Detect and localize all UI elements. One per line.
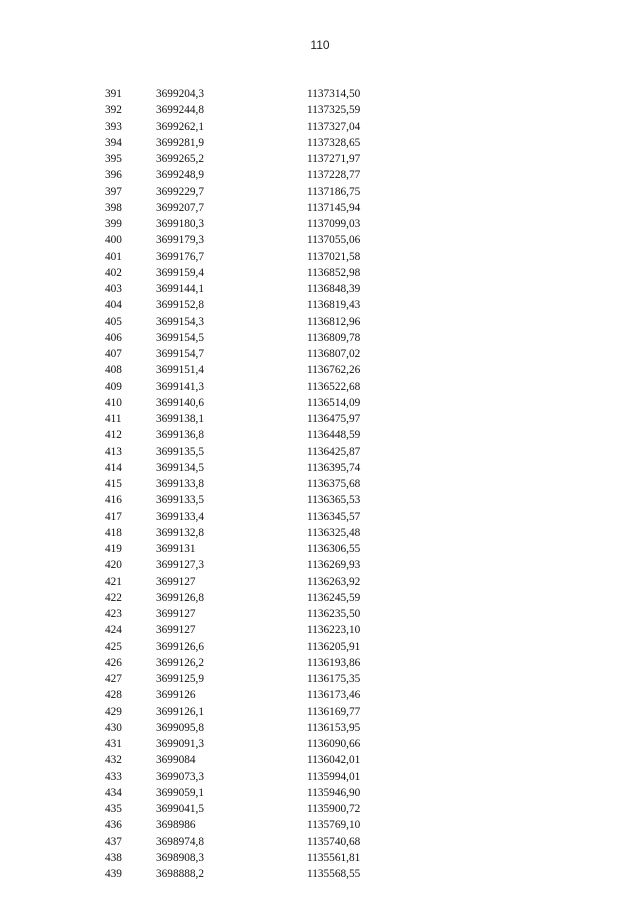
x-coordinate: 3699262,1 — [156, 120, 205, 133]
table-row — [105, 167, 407, 183]
y-coordinate: 1136819,43 — [307, 299, 361, 312]
x-coordinate: 3699248,9 — [156, 169, 205, 182]
table-row — [105, 509, 407, 525]
point-number: 429 — [105, 705, 122, 718]
y-coordinate: 1136205,91 — [307, 640, 361, 653]
point-number: 416 — [105, 494, 122, 507]
table-row — [105, 395, 407, 411]
table-row — [105, 671, 407, 687]
x-coordinate: 3699125,9 — [156, 673, 205, 685]
point-number: 392 — [105, 104, 122, 117]
y-coordinate: 1136852,98 — [307, 266, 361, 279]
table-row — [105, 314, 407, 330]
x-coordinate: 3699133,4 — [156, 510, 205, 523]
x-coordinate: 3699229,7 — [156, 185, 205, 198]
table-row — [105, 444, 407, 460]
x-coordinate: 3699131 — [156, 543, 196, 555]
point-number: 397 — [105, 185, 122, 198]
point-number: 438 — [105, 851, 122, 864]
table-row — [105, 866, 407, 882]
table-row — [105, 249, 407, 265]
table-row — [105, 525, 407, 541]
point-number: 415 — [105, 478, 122, 490]
table-row — [105, 216, 407, 232]
point-number: 406 — [105, 331, 122, 344]
page-number: 110 — [310, 38, 330, 52]
y-coordinate: 1135946,90 — [307, 786, 361, 799]
y-coordinate: 1136809,78 — [307, 331, 361, 344]
x-coordinate: 3699244,8 — [156, 104, 205, 117]
table-row — [105, 655, 407, 671]
table-row — [105, 850, 407, 866]
point-number: 401 — [105, 250, 122, 263]
y-coordinate: 1135900,72 — [307, 803, 361, 815]
table-row — [105, 232, 407, 248]
y-coordinate: 1136395,74 — [307, 461, 361, 474]
x-coordinate: 3699281,9 — [156, 136, 205, 149]
table-row — [105, 86, 407, 102]
x-coordinate: 3699134,5 — [156, 461, 205, 474]
y-coordinate: 1136175,35 — [307, 673, 361, 685]
x-coordinate: 3699095,8 — [156, 721, 205, 734]
x-coordinate: 3699126,2 — [156, 656, 205, 669]
point-number: 427 — [105, 673, 122, 685]
table-row — [105, 492, 407, 508]
coordinate-table — [105, 86, 407, 882]
x-coordinate: 3699135,5 — [156, 445, 205, 458]
point-number: 394 — [105, 136, 122, 149]
point-number: 435 — [105, 803, 122, 815]
x-coordinate: 3699136,8 — [156, 429, 205, 442]
x-coordinate: 3699127 — [156, 608, 196, 620]
y-coordinate: 1137271,97 — [307, 153, 361, 165]
x-coordinate: 3698888,2 — [156, 868, 205, 880]
point-number: 413 — [105, 445, 122, 458]
table-row — [105, 736, 407, 752]
point-number: 421 — [105, 575, 122, 588]
point-number: 436 — [105, 819, 122, 832]
y-coordinate: 1137327,04 — [307, 120, 361, 133]
point-number: 404 — [105, 299, 122, 312]
point-number: 393 — [105, 120, 122, 133]
y-coordinate: 1136345,57 — [307, 510, 361, 523]
point-number: 431 — [105, 738, 122, 750]
table-row — [105, 704, 407, 720]
y-coordinate: 1136235,50 — [307, 608, 361, 620]
x-coordinate: 3699141,3 — [156, 380, 205, 393]
table-row — [105, 606, 407, 622]
x-coordinate: 3698974,8 — [156, 835, 205, 848]
table-row — [105, 752, 407, 768]
point-number: 423 — [105, 608, 122, 620]
x-coordinate: 3699133,5 — [156, 494, 205, 507]
x-coordinate: 3699126,8 — [156, 591, 205, 604]
point-number: 419 — [105, 543, 122, 555]
x-coordinate: 3699133,8 — [156, 478, 205, 490]
point-number: 410 — [105, 396, 122, 409]
table-row — [105, 297, 407, 313]
y-coordinate: 1135994,01 — [307, 770, 361, 783]
x-coordinate: 3699084 — [156, 754, 196, 767]
point-number: 399 — [105, 218, 122, 230]
x-coordinate: 3699132,8 — [156, 526, 205, 539]
y-coordinate: 1136173,46 — [307, 689, 361, 702]
point-number: 430 — [105, 721, 122, 734]
table-row — [105, 476, 407, 492]
y-coordinate: 1136522,68 — [307, 380, 361, 393]
x-coordinate: 3699179,3 — [156, 234, 205, 247]
point-number: 405 — [105, 315, 122, 328]
point-number: 425 — [105, 640, 122, 653]
table-row — [105, 460, 407, 476]
y-coordinate: 1137314,50 — [307, 88, 361, 100]
point-number: 417 — [105, 510, 122, 523]
table-row — [105, 346, 407, 362]
table-row — [105, 574, 407, 590]
x-coordinate: 3699265,2 — [156, 153, 205, 165]
y-coordinate: 1137145,94 — [307, 201, 361, 214]
point-number: 403 — [105, 283, 122, 295]
table-row — [105, 330, 407, 346]
point-number: 395 — [105, 153, 122, 165]
point-number: 426 — [105, 656, 122, 669]
y-coordinate: 1137228,77 — [307, 169, 361, 182]
x-coordinate: 3699154,7 — [156, 348, 205, 360]
y-coordinate: 1136375,68 — [307, 478, 361, 490]
point-number: 414 — [105, 461, 122, 474]
point-number: 432 — [105, 754, 122, 767]
table-row — [105, 281, 407, 297]
point-number: 420 — [105, 559, 122, 572]
y-coordinate: 1136153,95 — [307, 721, 361, 734]
y-coordinate: 1135769,10 — [307, 819, 361, 832]
point-number: 428 — [105, 689, 122, 702]
y-coordinate: 1136306,55 — [307, 543, 361, 555]
x-coordinate: 3699207,7 — [156, 201, 205, 214]
x-coordinate: 3699127 — [156, 575, 196, 588]
x-coordinate: 3698908,3 — [156, 851, 205, 864]
y-coordinate: 1135740,68 — [307, 835, 361, 848]
x-coordinate: 3699180,3 — [156, 218, 205, 230]
point-number: 434 — [105, 786, 122, 799]
x-coordinate: 3699126,6 — [156, 640, 205, 653]
y-coordinate: 1136807,02 — [307, 348, 361, 360]
table-row — [105, 411, 407, 427]
point-number: 400 — [105, 234, 122, 247]
y-coordinate: 1136223,10 — [307, 624, 361, 637]
x-coordinate: 3699144,1 — [156, 283, 205, 295]
table-row — [105, 769, 407, 785]
y-coordinate: 1136245,59 — [307, 591, 361, 604]
y-coordinate: 1136425,87 — [307, 445, 361, 458]
x-coordinate: 3699091,3 — [156, 738, 205, 750]
y-coordinate: 1136269,93 — [307, 559, 361, 572]
y-coordinate: 1136263,92 — [307, 575, 361, 588]
table-row — [105, 135, 407, 151]
x-coordinate: 3699140,6 — [156, 396, 205, 409]
point-number: 418 — [105, 526, 122, 539]
point-number: 407 — [105, 348, 122, 360]
y-coordinate: 1136812,96 — [307, 315, 361, 328]
point-number: 409 — [105, 380, 122, 393]
table-row — [105, 834, 407, 850]
table-row — [105, 119, 407, 135]
y-coordinate: 1136325,48 — [307, 526, 361, 539]
table-row — [105, 720, 407, 736]
y-coordinate: 1136169,77 — [307, 705, 361, 718]
table-row — [105, 200, 407, 216]
y-coordinate: 1136090,66 — [307, 738, 361, 750]
table-row — [105, 639, 407, 655]
x-coordinate: 3699176,7 — [156, 250, 205, 263]
x-coordinate: 3699154,5 — [156, 331, 205, 344]
point-number: 408 — [105, 364, 122, 377]
y-coordinate: 1136475,97 — [307, 413, 361, 425]
table-row — [105, 817, 407, 833]
y-coordinate: 1136365,53 — [307, 494, 361, 507]
point-number: 437 — [105, 835, 122, 848]
x-coordinate: 3699127,3 — [156, 559, 205, 572]
y-coordinate: 1136848,39 — [307, 283, 361, 295]
table-row — [105, 427, 407, 443]
table-row — [105, 622, 407, 638]
x-coordinate: 3699151,4 — [156, 364, 205, 377]
table-row — [105, 379, 407, 395]
point-number: 439 — [105, 868, 122, 880]
x-coordinate: 3699159,4 — [156, 266, 205, 279]
table-row — [105, 785, 407, 801]
y-coordinate: 1137325,59 — [307, 104, 361, 117]
table-row — [105, 590, 407, 606]
y-coordinate: 1136193,86 — [307, 656, 361, 669]
y-coordinate: 1136448,59 — [307, 429, 361, 442]
y-coordinate: 1136514,09 — [307, 396, 361, 409]
table-row — [105, 265, 407, 281]
x-coordinate: 3699126 — [156, 689, 196, 702]
x-coordinate: 3699059,1 — [156, 786, 205, 799]
point-number: 412 — [105, 429, 122, 442]
y-coordinate: 1136042,01 — [307, 754, 361, 767]
y-coordinate: 1136762,26 — [307, 364, 361, 377]
x-coordinate: 3699041,5 — [156, 803, 205, 815]
point-number: 391 — [105, 88, 122, 100]
table-row — [105, 151, 407, 167]
x-coordinate: 3698986 — [156, 819, 196, 832]
y-coordinate: 1135568,55 — [307, 868, 361, 880]
table-row — [105, 541, 407, 557]
y-coordinate: 1137099,03 — [307, 218, 361, 230]
x-coordinate: 3699138,1 — [156, 413, 205, 425]
point-number: 411 — [105, 413, 122, 425]
x-coordinate: 3699127 — [156, 624, 196, 637]
point-number: 396 — [105, 169, 122, 182]
x-coordinate: 3699204,3 — [156, 88, 205, 100]
table-row — [105, 362, 407, 378]
point-number: 422 — [105, 591, 122, 604]
point-number: 402 — [105, 266, 122, 279]
x-coordinate: 3699152,8 — [156, 299, 205, 312]
table-row — [105, 687, 407, 703]
table-row — [105, 801, 407, 817]
table-row — [105, 557, 407, 573]
x-coordinate: 3699154,3 — [156, 315, 205, 328]
point-number: 424 — [105, 624, 122, 637]
table-row — [105, 102, 407, 118]
y-coordinate: 1135561,81 — [307, 851, 361, 864]
point-number: 398 — [105, 201, 122, 214]
x-coordinate: 3699073,3 — [156, 770, 205, 783]
point-number: 433 — [105, 770, 122, 783]
y-coordinate: 1137021,58 — [307, 250, 361, 263]
y-coordinate: 1137328,65 — [307, 136, 361, 149]
y-coordinate: 1137055,06 — [307, 234, 361, 247]
table-row — [105, 184, 407, 200]
y-coordinate: 1137186,75 — [307, 185, 361, 198]
x-coordinate: 3699126,1 — [156, 705, 205, 718]
